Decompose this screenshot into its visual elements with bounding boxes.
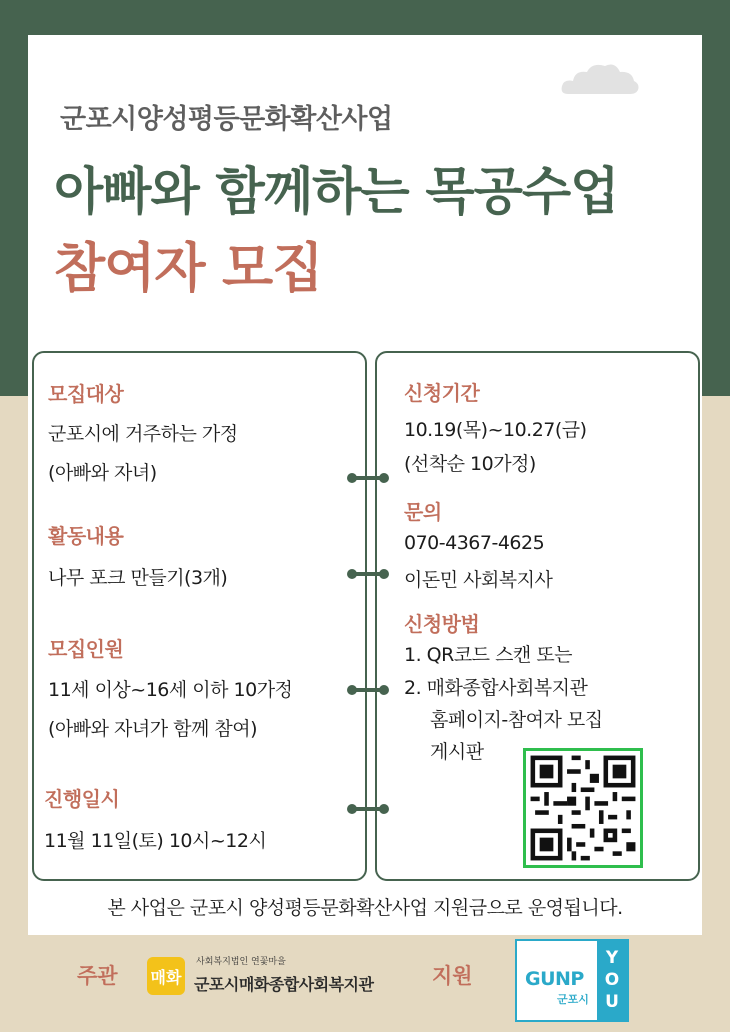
qr-code-icon: [526, 751, 640, 865]
activity-heading: 활동내용: [48, 524, 124, 548]
method-step-2-detail-2: 게시판: [430, 741, 484, 763]
method-step-2-detail: 홈페이지-참여자 모집: [430, 709, 603, 731]
recruit-text: 11세 이상~16세 이하 10가정: [48, 679, 293, 701]
cloud-icon: [560, 62, 640, 96]
date-heading: 진행일시: [44, 787, 120, 811]
host-label: 주관: [77, 964, 118, 988]
activity-text: 나무 포크 만들기(3개): [48, 567, 228, 589]
period-text: 10.19(목)~10.27(금): [404, 419, 587, 441]
period-heading: 신청기간: [404, 381, 480, 405]
gunpo-logo: [515, 939, 629, 1022]
date-text: 11월 11일(토) 10시~12시: [44, 830, 267, 852]
org-foundation: 사회복지법인 연꽃마을: [196, 957, 286, 967]
page-title: 아빠와 함께하는 목공수업: [54, 163, 619, 222]
gunpo-text: GUNP: [525, 968, 584, 990]
contact-heading: 문의: [404, 500, 442, 524]
target-text-2: (아빠와 자녀): [48, 462, 157, 484]
method-heading: 신청방법: [404, 612, 480, 636]
org-name: 군포시매화종합사회복지관: [194, 975, 374, 994]
target-text: 군포시에 거주하는 가정: [48, 423, 238, 445]
logo-text: 매화: [150, 968, 182, 987]
qr-code[interactable]: [523, 748, 643, 868]
project-name: 군포시양성평등문화확산사업: [60, 104, 393, 135]
maehwa-logo: [145, 955, 187, 997]
support-label: 지원: [432, 964, 473, 988]
funding-notice: 본 사업은 군포시 양성평등문화확산사업 지원금으로 운영됩니다.: [107, 897, 623, 919]
gunpo-you: YOU: [604, 948, 620, 1012]
target-heading: 모집대상: [48, 382, 124, 406]
recruit-heading: 모집인원: [48, 637, 124, 661]
page-subtitle: 참여자 모집: [54, 238, 323, 299]
contact-person: 이돈민 사회복지사: [404, 569, 553, 591]
period-text-2: (선착순 10가정): [404, 453, 536, 475]
recruit-text-2: (아빠와 자녀가 함께 참여): [48, 718, 257, 740]
method-step-2: 2. 매화종합사회복지관: [404, 677, 588, 699]
contact-phone: 070-4367-4625: [404, 532, 545, 554]
gunpo-sub: 군포시: [557, 993, 589, 1006]
method-step-1: 1. QR코드 스캔 또는: [404, 644, 573, 666]
